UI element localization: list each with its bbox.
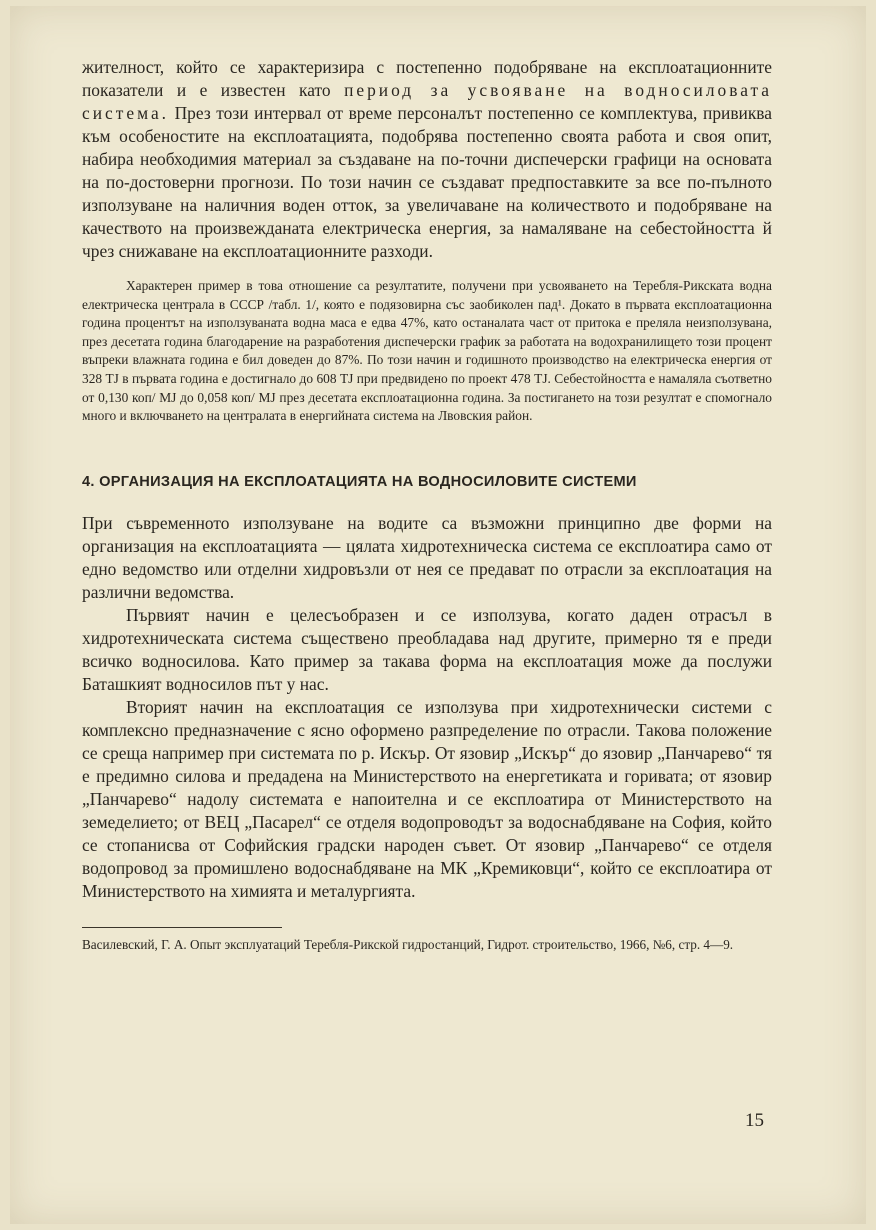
text-column (82, 56, 772, 954)
text-run: жителност, който се характеризира с постепенно подобряване на експлоатационните показатели и е известен като (82, 57, 772, 100)
spaced-term: период за усвояване на водносиловата система. (82, 80, 772, 123)
document-page (10, 6, 866, 1224)
footnote-divider (82, 927, 282, 928)
section-paragraph-2: Първият начин е целесъобразен и се използува, когато даден отрасъл в хидротехническата система съществено преобладава над другите, примерно тя е преди всичко водносилова. Като пример за такава форма на експлоатация може да послужи Баташкият водносилов път у нас. (82, 604, 772, 694)
example-note: Характерен пример в това отношение са резултатите, получени при усвояването на Теребля-Рикската водна електрическа централа в СССР /табл. 1/, която е подязовирна със заобиколен пад¹. Докато в първата експлоатационна година процентът на използуваната водна маса е едва 47%, като останалата част от притока е преляла неизползувана, през десетата година благодарение на разработения диспечерски график за работата на водохранилището този процент въпреки влажната година е бил доведен до 87%. По този начин и годишното производство на електрическа енергия от 328 TJ в първата година е достигнало до 608 TJ при предвидено по проект 478 TJ. Себестойността е намаляла съответно от 0,130 коп/ MJ до 0,058 коп/ MJ през десетата експлоатационна година. За постигането на този резултат е спомогнало много и включването на централата в енергийната система на Лвовския район. (82, 278, 772, 424)
section-heading: 4. ОРГАНИЗАЦИЯ НА ЕКСПЛОАТАЦИЯТА НА ВОДНОСИЛОВИТЕ СИСТЕМИ (82, 473, 637, 490)
section-paragraph-1: При съвременното използуване на водите са възможни принципно две форми на организация на експлоатацията — цялата хидротехническа система се експлоатира само от едно ведомство или отделни хидровъзли от нея се предават по отрасли за експлоатация на различни ведомства. (82, 512, 772, 602)
footnote: Василевский, Г. А. Опыт эксплуатаций Теребля-Рикской гидростанций, Гидрот. строительство, 1966, №6, стр. 4—9. (82, 936, 734, 952)
section-paragraph-3: Вторият начин на експлоатация се използува при хидротехнически системи с комплексно предназначение с ясно оформено разпределение по отрасли. Такова положение се среща например при системата по р. Искър. От язовир „Искър“ до язовир „Панчарево“ тя е предимно силова и предадена на Министерството на енергетиката и горивата; от язовир „Панчарево“ надолу системата е напоителна и се експлоатира от Министерството на земеделието; от ВЕЦ „Пасарел“ се отделя водопроводът за водоснабдяване на София, който се стопанисва от Софийския градски народен съвет. От язовир „Панчарево“ се отделя водопровод за промишлено водоснабдяване на МК „Кремиковци“, който се експлоатира от Министерството на химията и металургията. (82, 696, 772, 901)
page-number: 15 (745, 1110, 764, 1131)
text-run: През този интервал от време персоналът постепенно се комплектува, привиква към особеностите на експлоатацията, подобрява постепенно своята работа и своя опит, набира необходимия материал за създаване на по-точни диспечерски графици на основата на по-достоверни прогнози. По този начин се създават предпоставките за все по-пълното използуване на наличния воден отток, за увеличаване на количеството и подобряване на качеството на произвежданата електрическа енергия, за намаляване на себестойността й чрез снижаване на експлоатационните разходи. (82, 103, 772, 261)
body-paragraph-1 (82, 56, 772, 263)
